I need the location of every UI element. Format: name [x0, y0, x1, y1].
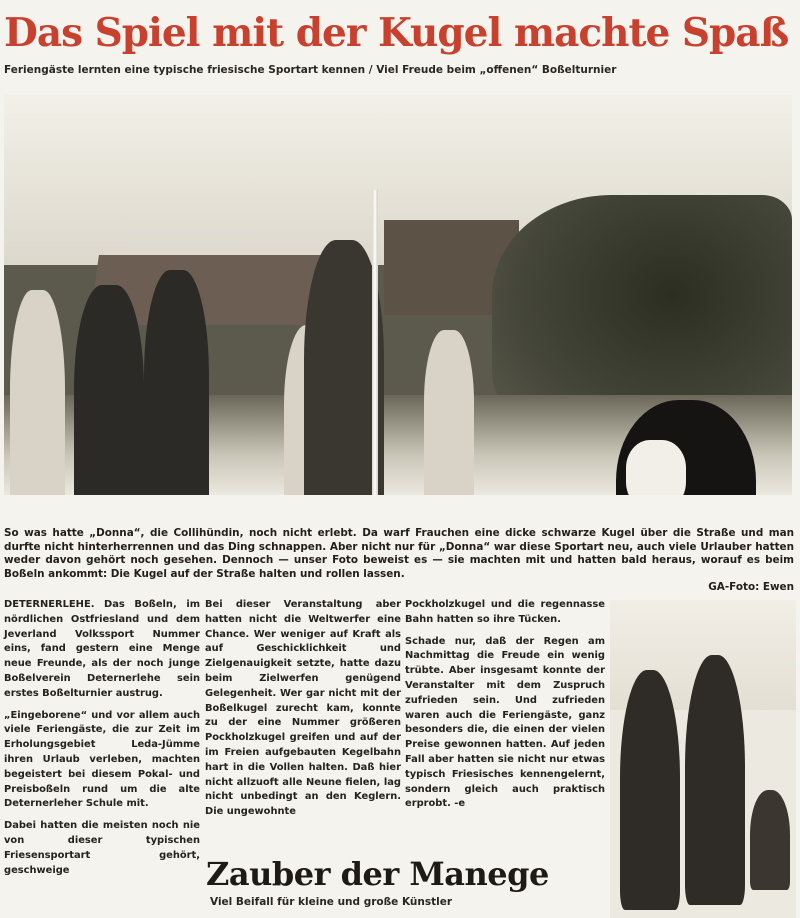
photo-person	[620, 670, 680, 910]
article-column-3	[405, 598, 605, 819]
photo-credit: GA-Foto: Ewen	[708, 581, 794, 594]
photo-person	[424, 330, 474, 495]
paragraph: DETERNERLEHE. Das Boßeln, im nördlichen Ostfriesland und dem Jeverland Volkssport Nummer eins, fand gestern eine Menge neue Freunde, als der noch junge Boßelverein Deternerlehe sein erstes Boßelturnier austrug.	[4, 599, 200, 699]
photo-dog	[750, 790, 790, 890]
article-column-1	[4, 598, 200, 885]
second-article-headline: Zauber der Manege	[206, 855, 549, 893]
photo-person	[685, 655, 745, 905]
circus-photo	[610, 600, 796, 918]
article-subheadline: Feriengäste lernten eine typische friesische Sportart kennen / Viel Freude beim „offenen“ Boßelturnier	[4, 64, 617, 76]
paragraph: Dabei hatten die meisten noch nie von dieser typischen Friesensportart gehört, geschweige	[4, 820, 200, 876]
photo-dog-chest	[626, 440, 686, 495]
paragraph: „Eingeborene“ und vor allem auch viele Feriengäste, die zur Zeit im Erholungsgebiet Leda-Jümme ihren Urlaub verleben, machten begeistert bei diesem Pokal- und Preisboßeln rund um die alte Deternerleher Schule mit.	[4, 709, 200, 810]
paragraph: Pockholzkugel und die regennasse Bahn hatten so ihre Tücken.	[405, 599, 605, 625]
photo-person	[10, 290, 65, 495]
caption-text: So was hatte „Donna“, die Collihündin, noch nicht erlebt. Da warf Frauchen eine dicke schwarze Kugel über die Straße und man durfte nicht hinterherrennen und das Ding schnappen. Aber nicht nur für „Donna“ war diese Sportart neu, auch viele Urlauber hatten weder davon gehört noch gesehen. Dennoch — unser Foto beweist es — sie machten mit und hatten bald heraus, worauf es beim Boßeln ankommt: Die Kugel auf der Straße halten und rollen lassen.	[4, 527, 794, 580]
article-headline: Das Spiel mit der Kugel machte Spaß	[4, 10, 789, 56]
paper-fold	[372, 190, 378, 495]
second-article-subheadline: Viel Beifall für kleine und große Künstler	[210, 896, 453, 908]
article-column-2	[205, 598, 401, 827]
main-photo	[4, 95, 792, 495]
paragraph: Schade nur, daß der Regen am Nachmittag die Freude ein wenig trübte. Aber insgesamt konnte der Veranstalter mit dem Zuspruch zufrieden sein. Und zufrieden waren auch die Feriengäste, ganz besonders die, die einen der vielen Preise gewonnen hatten. Auf jeden Fall aber hatten sie nicht nur etwas typisch Friesisches kennengelernt, sondern gleich auch praktisch erprobt. -e	[405, 635, 605, 810]
paragraph: Bei dieser Veranstaltung aber hatten nicht die Weltwerfer eine Chance. Wer weniger auf Kraft als auf Geschicklichkeit und Zielgenauigkeit setzte, hatte dazu beim Zielwerfen genügend Gelegenheit. Wer gar nicht mit der Boßelkugel zurecht kam, konnte zu der eine Nummer größeren Pockholzkugel greifen und auf der im Freien aufgebauten Kegelbahn hart in die Vollen halten. Daß hier nicht allzuoft alle Neune fielen, lag nicht unbedingt an den Keglern. Die ungewohnte	[205, 599, 401, 818]
photo-person	[144, 270, 209, 495]
photo-caption	[4, 527, 794, 595]
photo-person	[74, 285, 144, 495]
